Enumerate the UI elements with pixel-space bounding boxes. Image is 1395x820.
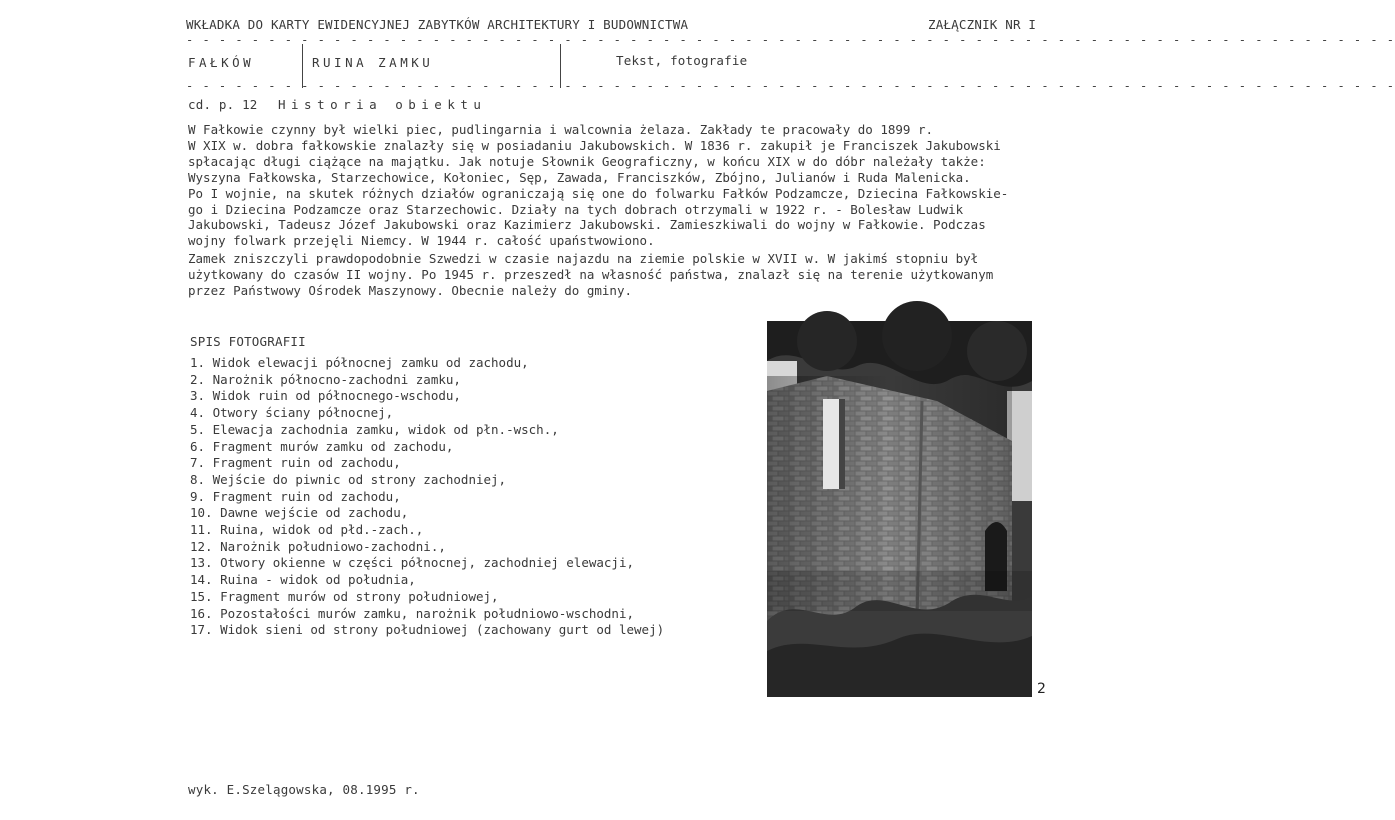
history-text xyxy=(188,122,1008,299)
list-item: 11. Ruina, widok od płd.-zach., xyxy=(190,522,424,538)
dashed-rule-bottom: - - - - - - - - - - - - - - - - - - - - - - - - - - - - - - - - - - - - - - - - - - - - - - - - - - - - - - - - - - - - - - - - - - - - - - - - - - xyxy=(186,79,1395,93)
history-line: W XIX w. dobra fałkowskie znalazły się w posiadaniu Jakubowskich. W 1836 r. zakupił je Franciszek Jakubowski xyxy=(188,137,1001,153)
content-type: Tekst, fotografie xyxy=(616,53,748,68)
history-line: go i Dziecina Podzamcze oraz Starzechowic. Działy na tych dobrach otrzymali w 1922 r. - Bolesław Ludwik xyxy=(188,201,964,217)
history-line: spłacając długi ciążące na majątku. Jak notuje Słownik Geograficzny, w końcu XIX w do dóbr należały także: xyxy=(188,153,986,169)
photos-heading: SPIS FOTOGRAFII xyxy=(190,334,306,349)
place-name: FAŁKÓW xyxy=(188,55,255,70)
list-item: 9. Fragment ruin od zachodu, xyxy=(190,488,401,504)
list-item: 6. Fragment murów zamku od zachodu, xyxy=(190,438,454,454)
history-line: Jakubowski, Tadeusz Józef Jakubowski oraz Kazimierz Jakubowski. Zamieszkiwali do wojny w Fałkowie. Podczas xyxy=(188,217,986,233)
history-line: Po I wojnie, na skutek różnych działów ograniczają się one do folwarku Fałków Podzamcze, Dziecina Fałkowskie- xyxy=(188,185,1009,201)
section-title: Historia obiektu xyxy=(278,97,487,112)
list-item: 15. Fragment murów od strony południowej, xyxy=(190,588,499,604)
photo-number: 2 xyxy=(1037,681,1047,697)
list-item: 12. Narożnik południowo-zachodni., xyxy=(190,538,446,554)
list-item: 1. Widok elewacji północnej zamku od zachodu, xyxy=(190,355,529,370)
object-name: RUINA ZAMKU xyxy=(312,55,434,70)
list-item: 4. Otwory ściany północnej, xyxy=(190,405,394,421)
photos-list xyxy=(190,355,664,639)
list-item: 5. Elewacja zachodnia zamku, widok od płn.-wsch., xyxy=(190,421,559,437)
history-line: użytkowany do czasów II wojny. Po 1945 r. przeszedł na własność państwa, znalazł się na terenie użytkowanym xyxy=(188,267,994,283)
list-item: 10. Dawne wejście od zachodu, xyxy=(190,505,409,521)
list-item: 17. Widok sieni od strony południowej (zachowany gurt od lewej) xyxy=(190,622,665,638)
list-item: 14. Ruina - widok od południa, xyxy=(190,572,416,588)
ruin-photograph xyxy=(767,321,1032,697)
history-line: W Fałkowie czynny był wielki piec, pudlingarnia i walcownia żelaza. Zakłady te pracowały do 1899 r. xyxy=(188,122,934,137)
list-item: 2. Narożnik północno-zachodni zamku, xyxy=(190,371,461,387)
dashed-rule-top: - - - - - - - - - - - - - - - - - - - - - - - - - - - - - - - - - - - - - - - - - - - - - - - - - - - - - - - - - - - - - - - - - - - - - - - - - - xyxy=(186,33,1395,47)
list-item: 13. Otwory okienne w części północnej, zachodniej elewacji, xyxy=(190,555,635,571)
list-item: 16. Pozostałości murów zamku, narożnik południowo-wschodni, xyxy=(190,605,635,621)
list-item: 8. Wejście do piwnic od strony zachodniej, xyxy=(190,471,507,487)
section-ref: cd. p. 12 xyxy=(188,97,258,112)
list-item: 7. Fragment ruin od zachodu, xyxy=(190,455,401,471)
history-line: Wyszyna Fałkowska, Starzechowice, Kołoniec, Sęp, Zawada, Franciszków, Zbójno, Julianów i Ruda Malenicka. xyxy=(188,169,971,185)
author-signature: wyk. E.Szelągowska, 08.1995 r. xyxy=(188,782,420,797)
history-line: wojny folwark przejęli Niemcy. W 1944 r. całość upaństwowiono. xyxy=(188,233,655,249)
history-line: przez Państwowy Ośrodek Maszynowy. Obecnie należy do gminy. xyxy=(188,283,633,299)
history-line: Zamek zniszczyli prawdopodobnie Szwedzi w czasie najazdu na ziemie polskie w XVII w. W jakimś stopniu był xyxy=(188,251,979,267)
annex-label: ZAŁĄCZNIK NR I xyxy=(928,17,1037,32)
list-item: 3. Widok ruin od północnego-wschodu, xyxy=(190,388,461,404)
document-title: WKŁADKA DO KARTY EWIDENCYJNEJ ZABYTKÓW ARCHITEKTURY I BUDOWNICTWA xyxy=(186,17,689,32)
